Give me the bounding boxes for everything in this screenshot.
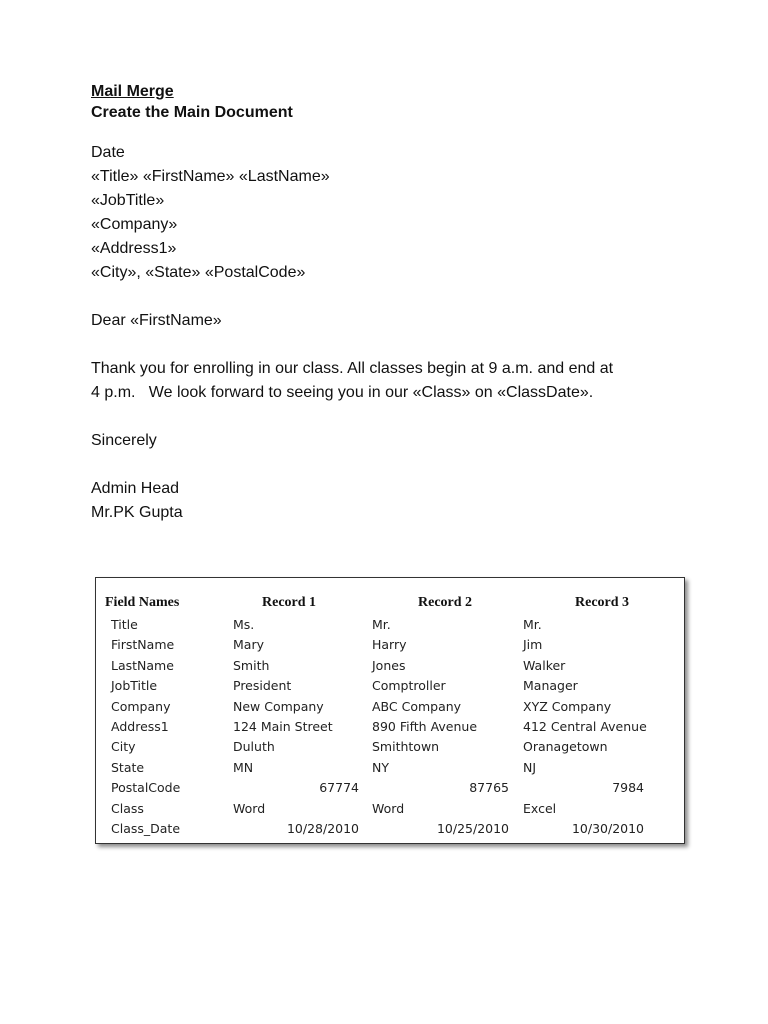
record-1-cell: Duluth [233,739,275,755]
table-row [96,760,684,780]
table-row [96,658,684,678]
record-3-cell: Jim [523,637,543,653]
paragraph-gap [91,333,691,357]
record-2-cell: Mr. [372,617,391,632]
table-row [96,637,684,657]
data-source-table [95,577,685,844]
header-record-3: Record 3 [575,595,630,610]
record-1-cell: New Company [233,698,324,714]
record-1-cell: 10/28/2010 [286,821,359,836]
record-1-cell: Ms. [233,617,255,632]
record-2-cell: Word [372,800,405,816]
record-1-cell: Mary [233,637,264,653]
body-line-1: Thank you for enrolling in our class. All classes begin at 9 a.m. and end at [91,360,614,377]
record-3-cell: Oranagetown [523,739,608,755]
field-name-cell: State [111,759,145,775]
closing-line: Sincerely [91,432,157,449]
table-row [96,719,684,739]
field-name-cell: FirstName [111,637,175,653]
record-2-cell: NY [372,759,389,775]
record-2-cell: Harry [372,637,407,653]
record-1-cell: Smith [233,657,270,673]
header-record-2: Record 2 [418,595,473,610]
record-3-cell: Excel [523,800,557,816]
document-title: Mail Merge [91,83,174,100]
record-3-cell: NJ [523,759,537,775]
record-1-cell: President [233,678,292,694]
record-3-cell: Mr. [523,617,542,632]
paragraph-gap [91,285,691,309]
table-row [96,678,684,698]
record-1-cell: 124 Main Street [233,719,333,734]
signer-name: Mr.PK Gupta [91,504,183,521]
date-field: Date [91,144,125,161]
table-row [96,821,684,841]
signer-role: Admin Head [91,480,180,497]
record-3-cell: 412 Central Avenue [523,719,647,734]
record-2-cell: 10/25/2010 [436,821,509,836]
record-1-cell: MN [233,759,254,775]
field-name-cell: PostalCode [111,780,181,796]
record-2-cell: Jones [372,657,406,673]
record-2-cell: Comptroller [372,678,446,694]
field-name-cell: City [111,739,136,755]
paragraph-gap [91,453,691,477]
header-field-names: Field Names [105,595,180,610]
field-name-cell: Address1 [111,719,169,734]
record-1-cell: Word [233,800,266,816]
record-3-cell: 10/30/2010 [571,821,644,836]
document-subtitle: Create the Main Document [91,104,293,121]
record-1-cell: 67774 [319,780,359,796]
company-field: «Company» [91,216,178,233]
job-title-field: «JobTitle» [91,192,165,209]
table-row [96,739,684,759]
record-2-cell: 87765 [469,780,509,796]
field-name-cell: Company [111,698,171,714]
table-row [96,699,684,719]
field-name-cell: Class [111,800,144,816]
greeting-line: Dear «FirstName» [91,312,222,329]
record-2-cell: Smithtown [372,739,440,755]
letter-body [91,141,691,525]
field-name-cell: JobTitle [111,678,158,694]
header-record-1: Record 1 [262,595,317,610]
body-line-2: 4 p.m. We look forward to seeing you in our «Class» on «ClassDate». [91,384,594,401]
paragraph-gap [91,405,691,429]
record-3-cell: Manager [523,678,578,694]
field-name-cell: Class_Date [111,821,181,836]
name-line: «Title» «FirstName» «LastName» [91,168,330,185]
record-2-cell: 890 Fifth Avenue [372,719,478,734]
table-row [96,801,684,821]
record-3-cell: XYZ Company [523,698,612,714]
record-3-cell: Walker [523,657,566,673]
table-row [96,780,684,800]
field-name-cell: LastName [111,657,174,673]
table-row [96,617,684,637]
city-state-line: «City», «State» «PostalCode» [91,264,306,281]
table-header-row [96,595,684,615]
field-name-cell: Title [111,617,138,632]
address-field: «Address1» [91,240,177,257]
record-2-cell: ABC Company [372,698,462,714]
record-3-cell: 7984 [612,780,644,796]
